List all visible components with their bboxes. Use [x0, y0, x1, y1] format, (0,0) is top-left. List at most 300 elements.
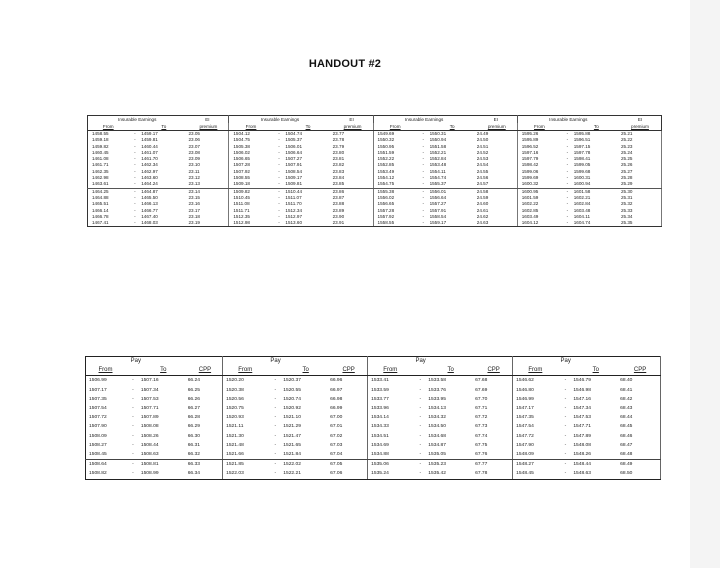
ei-premium-cell: 25.31: [619, 195, 662, 201]
ei-to-cell: 1555.37: [430, 181, 475, 188]
cpp-range-dash: -: [274, 396, 277, 402]
cpp-table-row: [86, 395, 661, 404]
ei-premium-cell: 25.24: [619, 150, 662, 156]
cpp-premium-cell: 68.48: [618, 450, 660, 460]
ei-header-from: From: [88, 123, 129, 131]
ei-table-row: [88, 220, 662, 227]
ei-premium-cell: 23.77: [331, 131, 373, 138]
ei-from-cell: 1461.08: [88, 156, 129, 162]
cpp-premium-cell: 66.34: [186, 469, 223, 479]
cpp-from-cell: 1508.64: [86, 460, 126, 470]
ei-from-cell: 1462.35: [88, 169, 129, 175]
ei-premium-cell: 25.23: [619, 144, 662, 150]
cpp-table-row: [86, 376, 661, 386]
cpp-range-dash: -: [558, 450, 574, 460]
cpp-range-dash: -: [419, 442, 422, 448]
ei-to-cell: 1597.78: [573, 149, 591, 155]
ei-range-dash: -: [278, 194, 280, 200]
cpp-range-dash: -: [132, 433, 134, 439]
cpp-premium-cell: 67.68: [473, 376, 513, 386]
ei-premium-cell: 25.22: [619, 137, 662, 143]
ei-from-cell: 1555.38: [377, 188, 395, 194]
cpp-from-cell: 1507.17: [86, 386, 126, 395]
ei-to-cell: 1512.34: [285, 207, 302, 213]
ei-premium-cell: 24.61: [475, 208, 517, 214]
cpp-premium-cell: 68.49: [618, 460, 660, 470]
ei-from-cell: 1600.32: [517, 181, 561, 188]
ei-range-dash: -: [278, 156, 280, 162]
ei-to-cell: 1512.97: [285, 213, 302, 219]
ei-from-cell: 1603.49: [521, 213, 539, 219]
ei-table-row: [88, 131, 662, 138]
ei-premium-cell: 23.89: [331, 208, 373, 214]
ei-premium-cell: 25.28: [619, 175, 662, 181]
ei-premium-cell: 24.57: [475, 181, 517, 188]
cpp-range-dash: -: [419, 406, 422, 412]
cpp-from-cell: 1535.06: [371, 462, 389, 468]
ei-header-to: To: [430, 123, 475, 131]
ei-range-dash: -: [422, 168, 424, 174]
cpp-header-pay: Pay: [368, 357, 473, 367]
cpp-range-dash: -: [419, 378, 422, 384]
ei-range-dash: -: [566, 188, 569, 194]
ei-from-cell: 1504.12: [233, 131, 250, 136]
ei-to-cell: 1460.44: [141, 143, 158, 149]
cpp-from-cell: 1508.09: [86, 432, 126, 441]
cpp-range-dash: -: [125, 450, 141, 460]
ei-premium-cell: 24.56: [475, 175, 517, 181]
ei-range-dash: -: [278, 168, 280, 174]
cpp-premium-cell: 66.99: [328, 404, 368, 413]
ei-from-cell: 1556.02: [377, 194, 395, 200]
ei-range-dash: -: [417, 220, 430, 227]
ei-range-dash: -: [134, 213, 136, 219]
ei-from-cell: 1464.25: [88, 188, 129, 195]
cpp-to-cell: 1534.13: [428, 406, 446, 412]
ei-from-cell: 1553.49: [377, 168, 395, 174]
cpp-to-cell: 1521.10: [283, 415, 301, 421]
cpp-table-body: [86, 376, 661, 479]
cpp-range-dash: -: [132, 378, 134, 384]
ei-premium-cell: 23.16: [186, 201, 228, 207]
cpp-range-dash: -: [564, 378, 567, 384]
cpp-to-cell: 1520.92: [283, 406, 301, 412]
cpp-to-cell: 1547.34: [573, 406, 591, 412]
cpp-premium-cell: 68.44: [618, 413, 660, 422]
cpp-contribution-table: [85, 356, 661, 480]
cpp-table-row: [86, 432, 661, 441]
ei-to-cell: 1550.31: [429, 131, 447, 136]
cpp-from-cell: 1521.48: [226, 442, 244, 448]
ei-to-cell: 1604.74: [574, 220, 619, 227]
ei-premium-cell: 23.12: [186, 175, 228, 181]
ei-header-premium: premium: [475, 123, 517, 131]
ei-from-cell: 1554.12: [377, 175, 395, 181]
cpp-range-dash: -: [274, 462, 277, 468]
ei-premium-cell: 24.54: [475, 162, 517, 168]
ei-from-cell: 1459.82: [88, 144, 129, 150]
ei-from-cell: 1509.18: [229, 181, 273, 188]
ei-from-cell: 1602.22: [521, 201, 539, 207]
ei-from-cell: 1599.06: [521, 168, 539, 174]
cpp-range-dash: -: [274, 424, 277, 430]
ei-from-cell: 1595.89: [521, 137, 539, 143]
ei-to-cell: 1604.11: [573, 213, 590, 219]
ei-to-cell: 1554.74: [429, 175, 447, 181]
cpp-to-cell: 1546.98: [573, 387, 591, 393]
cpp-premium-cell: 67.03: [328, 441, 368, 450]
ei-subheader-row: [88, 123, 662, 131]
ei-premium-cell: 23.15: [186, 195, 228, 201]
ei-premium-cell: 23.84: [331, 175, 373, 181]
ei-header-ei: EI: [619, 116, 662, 124]
ei-header-premium: premium: [186, 123, 228, 131]
ei-range-dash: -: [278, 149, 280, 155]
ei-premium-cell: 24.62: [475, 214, 517, 220]
cpp-range-dash: -: [419, 387, 422, 393]
ei-header-from: From: [373, 123, 417, 131]
ei-premium-cell: 25.30: [619, 188, 662, 195]
cpp-range-dash: -: [564, 424, 567, 430]
ei-range-dash: -: [566, 162, 569, 168]
ei-premium-cell: 23.07: [186, 144, 228, 150]
cpp-to-cell: 1522.21: [283, 469, 328, 479]
ei-from-cell: 1550.95: [377, 143, 395, 149]
cpp-to-cell: 1521.29: [283, 424, 301, 430]
ei-to-cell: 1603.48: [573, 207, 591, 213]
ei-from-cell: 1459.18: [88, 137, 129, 143]
cpp-table-row: [86, 441, 661, 450]
ei-from-cell: 1511.08: [233, 201, 250, 207]
ei-premium-cell: 23.06: [186, 137, 228, 143]
ei-range-dash: -: [422, 156, 424, 162]
cpp-header-pay: Pay: [513, 357, 618, 367]
ei-table-row: [88, 188, 662, 195]
ei-premium-cell: 24.51: [475, 144, 517, 150]
cpp-to-cell: 1507.89: [140, 415, 159, 421]
cpp-to-cell: 1522.02: [283, 462, 301, 468]
ei-range-dash: -: [422, 213, 424, 219]
cpp-range-dash: -: [564, 396, 567, 402]
ei-to-cell: 1466.77: [141, 207, 158, 213]
cpp-range-dash: -: [274, 387, 277, 393]
cpp-header-from: From: [368, 366, 413, 376]
cpp-from-cell: 1533.59: [371, 387, 389, 393]
ei-to-cell: 1597.15: [573, 143, 591, 149]
cpp-to-cell: 1521.47: [283, 433, 301, 439]
ei-to-cell: 1506.64: [285, 149, 302, 155]
cpp-header-from: From: [513, 366, 558, 376]
ei-to-cell: 1509.81: [285, 181, 330, 188]
cpp-table-row: [86, 404, 661, 413]
ei-to-cell: 1510.44: [285, 188, 302, 194]
ei-from-cell: 1510.45: [233, 194, 250, 200]
ei-premium-cell: 25.34: [619, 214, 662, 220]
cpp-from-cell: 1506.99: [86, 376, 126, 386]
cpp-from-cell: 1507.35: [86, 395, 126, 404]
cpp-table-row: [86, 413, 661, 422]
cpp-to-cell: 1547.16: [573, 396, 591, 402]
ei-range-dash: -: [417, 181, 430, 188]
cpp-premium-cell: 68.50: [618, 469, 660, 479]
ei-range-dash: -: [134, 175, 136, 181]
ei-from-cell: 1465.51: [88, 201, 129, 207]
cpp-premium-cell: 66.30: [186, 432, 223, 441]
cpp-range-dash: -: [564, 406, 567, 412]
cpp-premium-cell: 66.29: [186, 422, 223, 431]
cpp-header-row: [86, 357, 661, 367]
ei-premium-cell: 23.05: [186, 131, 228, 138]
ei-range-dash: -: [422, 131, 424, 136]
ei-to-cell: 1511.70: [285, 201, 302, 207]
ei-from-cell: 1458.55: [88, 131, 129, 138]
ei-to-cell: 1506.01: [285, 143, 302, 149]
cpp-to-cell: 1507.71: [140, 406, 159, 412]
ei-to-cell: 1509.17: [285, 175, 302, 181]
ei-to-cell: 1552.21: [429, 149, 447, 155]
ei-table-row: [88, 181, 662, 188]
ei-range-dash: -: [422, 194, 424, 200]
ei-to-cell: 1505.37: [285, 137, 302, 143]
cpp-range-dash: -: [132, 462, 134, 468]
cpp-to-cell: 1533.58: [428, 378, 446, 384]
ei-from-cell: 1596.52: [521, 143, 539, 149]
ei-range-dash: -: [134, 168, 136, 174]
ei-to-cell: 1511.07: [285, 194, 302, 200]
cpp-from-cell: 1534.33: [371, 424, 389, 430]
cpp-premium-cell: 66.97: [328, 386, 368, 395]
cpp-to-cell: 1533.95: [428, 396, 446, 402]
ei-from-cell: 1600.95: [521, 188, 539, 194]
ei-premium-cell: 23.19: [186, 220, 228, 227]
ei-to-cell: 1558.54: [429, 213, 447, 219]
cpp-to-cell: 1534.87: [428, 442, 446, 448]
ei-to-cell: 1462.97: [141, 168, 158, 174]
cpp-premium-cell: 67.69: [473, 386, 513, 395]
cpp-from-cell: 1520.93: [226, 415, 244, 421]
ei-range-dash: -: [566, 137, 569, 143]
cpp-range-dash: -: [274, 378, 277, 384]
cpp-to-cell: 1535.42: [428, 469, 473, 479]
ei-to-cell: 1598.41: [573, 156, 591, 162]
cpp-premium-cell: 66.33: [186, 460, 223, 470]
ei-range-dash: -: [134, 207, 136, 213]
cpp-range-dash: -: [132, 387, 134, 393]
cpp-premium-cell: 66.24: [186, 376, 223, 386]
ei-premium-cell: 23.87: [331, 195, 373, 201]
cpp-premium-cell: 67.74: [473, 432, 513, 441]
cpp-table-row: [86, 460, 661, 470]
ei-to-cell: 1459.81: [141, 137, 158, 143]
ei-range-dash: -: [566, 168, 569, 174]
ei-from-cell: 1464.88: [88, 195, 129, 201]
ei-from-cell: 1511.71: [233, 207, 250, 213]
ei-premium-cell: 23.86: [331, 188, 373, 195]
cpp-premium-cell: 66.26: [186, 395, 223, 404]
cpp-range-dash: -: [132, 396, 134, 402]
cpp-header-to: To: [141, 366, 186, 376]
ei-header-insurable-earnings: Insurable Earnings: [517, 116, 619, 124]
ei-range-dash: -: [134, 201, 136, 207]
ei-premium-cell: 24.60: [475, 201, 517, 207]
ei-premium-cell: 25.35: [619, 220, 662, 227]
ei-to-cell: 1602.21: [573, 194, 591, 200]
ei-range-dash: -: [422, 149, 424, 155]
ei-premium-cell: 24.55: [475, 169, 517, 175]
cpp-range-dash: -: [132, 415, 134, 421]
cpp-to-cell: 1547.53: [573, 415, 591, 421]
cpp-premium-cell: 67.78: [473, 469, 513, 479]
cpp-range-dash: -: [274, 433, 277, 439]
ei-range-dash: -: [422, 188, 424, 194]
cpp-from-cell: 1520.75: [226, 406, 244, 412]
ei-from-cell: 1595.26: [521, 131, 539, 136]
cpp-premium-cell: 67.04: [328, 450, 368, 460]
ei-range-dash: -: [566, 156, 569, 162]
cpp-range-dash: -: [564, 462, 567, 468]
cpp-range-dash: -: [564, 442, 567, 448]
ei-range-dash: -: [278, 162, 280, 168]
cpp-from-cell: 1520.38: [226, 387, 244, 393]
ei-from-cell: 1462.98: [88, 175, 129, 181]
cpp-premium-cell: 67.01: [328, 422, 368, 431]
cpp-premium-cell: 67.06: [328, 469, 368, 479]
cpp-range-dash: -: [132, 424, 134, 430]
page-title: HANDOUT #2: [308, 58, 382, 70]
ei-range-dash: -: [422, 201, 424, 207]
ei-to-cell: 1551.58: [429, 143, 447, 149]
cpp-premium-cell: 67.05: [328, 460, 368, 470]
ei-from-cell: 1557.28: [377, 207, 395, 213]
cpp-to-cell: 1520.37: [283, 378, 301, 384]
ei-premium-table: [87, 115, 662, 227]
cpp-from-cell: 1547.72: [516, 433, 534, 439]
ei-premium-cell: 24.63: [475, 220, 517, 227]
ei-to-cell: 1557.27: [429, 201, 447, 207]
cpp-to-cell: 1508.26: [140, 433, 159, 439]
cpp-premium-cell: 67.71: [473, 404, 513, 413]
cpp-from-cell: 1533.41: [371, 378, 389, 384]
cpp-table-row: [86, 422, 661, 431]
ei-range-dash: -: [278, 143, 280, 149]
ei-range-dash: -: [561, 220, 574, 227]
cpp-header-cpp: CPP: [186, 366, 223, 376]
ei-premium-cell: 24.50: [475, 137, 517, 143]
cpp-from-cell: 1546.62: [516, 378, 534, 384]
ei-from-cell: 1552.22: [377, 156, 395, 162]
ei-range-dash: -: [134, 137, 136, 143]
cpp-range-dash: -: [564, 415, 567, 421]
ei-to-cell: 1464.87: [141, 188, 158, 194]
cpp-premium-cell: 66.27: [186, 404, 223, 413]
ei-premium-cell: 23.10: [186, 162, 228, 168]
ei-header-insurable-earnings: Insurable Earnings: [88, 116, 187, 124]
ei-to-cell: 1553.48: [429, 162, 447, 168]
ei-range-dash: -: [278, 207, 280, 213]
cpp-range-dash: -: [274, 442, 277, 448]
ei-premium-cell: 25.29: [619, 181, 662, 188]
cpp-from-cell: 1534.14: [371, 415, 389, 421]
ei-premium-cell: 23.78: [331, 137, 373, 143]
ei-from-cell: 1554.75: [373, 181, 417, 188]
ei-to-cell: 1464.24: [141, 181, 186, 188]
ei-to-cell: 1559.17: [430, 220, 475, 227]
ei-to-cell: 1600.31: [573, 175, 591, 181]
ei-range-dash: -: [566, 194, 569, 200]
cpp-to-cell: 1548.26: [573, 450, 618, 460]
cpp-to-cell: 1521.65: [283, 442, 301, 448]
cpp-header-to: To: [573, 366, 618, 376]
ei-premium-cell: 23.09: [186, 156, 228, 162]
cpp-from-cell: 1547.90: [516, 442, 534, 448]
ei-from-cell: 1466.78: [88, 214, 129, 220]
ei-range-dash: -: [134, 156, 136, 162]
ei-from-cell: 1507.92: [233, 168, 250, 174]
cpp-premium-cell: 68.41: [618, 386, 660, 395]
ei-to-cell: 1557.91: [429, 207, 447, 213]
cpp-premium-cell: 68.45: [618, 422, 660, 431]
cpp-from-cell: 1548.09: [513, 450, 558, 460]
ei-to-cell: 1459.17: [141, 131, 158, 136]
cpp-range-dash: -: [419, 396, 422, 402]
ei-from-cell: 1599.69: [521, 175, 539, 181]
ei-to-cell: 1513.60: [285, 220, 330, 227]
cpp-range-dash: -: [132, 442, 134, 448]
ei-range-dash: -: [422, 137, 424, 143]
ei-premium-cell: 25.33: [619, 208, 662, 214]
ei-premium-cell: 23.11: [186, 169, 228, 175]
cpp-to-cell: 1508.99: [141, 469, 186, 479]
cpp-from-cell: 1534.69: [371, 442, 389, 448]
cpp-range-dash: -: [274, 415, 277, 421]
cpp-range-dash: -: [132, 406, 134, 412]
cpp-from-cell: 1521.11: [226, 424, 244, 430]
cpp-to-cell: 1547.89: [573, 433, 591, 439]
ei-to-cell: 1602.84: [573, 201, 591, 207]
cpp-from-cell: 1534.88: [368, 450, 413, 460]
ei-header-to: To: [574, 123, 619, 131]
ei-from-cell: 1466.14: [88, 208, 129, 214]
ei-range-dash: -: [134, 143, 136, 149]
cpp-from-cell: 1535.24: [368, 469, 413, 479]
cpp-premium-cell: 67.77: [473, 460, 513, 470]
ei-from-cell: 1460.45: [88, 150, 129, 156]
ei-premium-cell: 23.08: [186, 150, 228, 156]
cpp-from-cell: 1548.45: [513, 469, 558, 479]
ei-from-cell: 1558.55: [373, 220, 417, 227]
cpp-table-row: [86, 450, 661, 460]
cpp-to-cell: 1521.84: [283, 450, 328, 460]
cpp-from-cell: 1508.82: [86, 469, 126, 479]
ei-header-insurable-earnings: Insurable Earnings: [229, 116, 331, 124]
ei-range-dash: -: [561, 181, 574, 188]
cpp-to-cell: 1535.23: [428, 462, 446, 468]
cpp-range-dash: -: [412, 469, 428, 479]
ei-header-row: [88, 116, 662, 124]
ei-from-cell: 1506.65: [233, 156, 250, 162]
ei-from-cell: 1557.92: [377, 213, 395, 219]
ei-premium-cell: 23.82: [331, 162, 373, 168]
cpp-from-cell: 1520.20: [226, 378, 244, 384]
ei-to-cell: 1507.91: [285, 162, 302, 168]
cpp-to-cell: 1508.63: [141, 450, 186, 460]
ei-from-cell: 1602.85: [521, 207, 539, 213]
ei-range-dash: -: [278, 213, 280, 219]
cpp-to-cell: 1548.44: [573, 462, 591, 468]
ei-premium-cell: 24.53: [475, 156, 517, 162]
ei-to-cell: 1504.74: [285, 131, 302, 136]
ei-range-dash: -: [278, 131, 280, 136]
